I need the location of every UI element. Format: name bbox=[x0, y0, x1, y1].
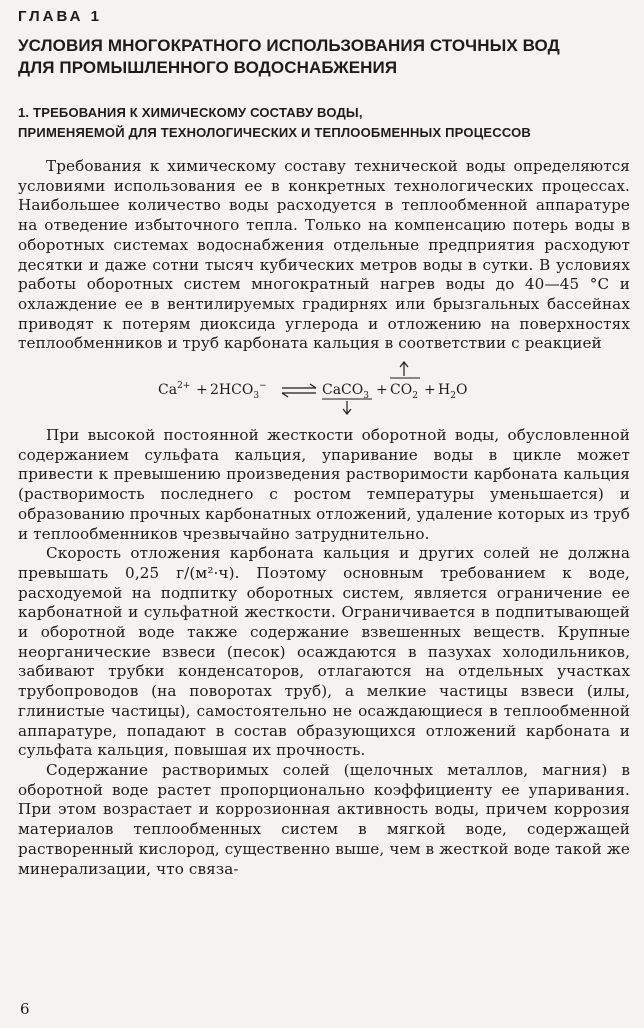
page bbox=[18, 8, 630, 879]
chapter-title-line-2: ДЛЯ ПРОМЫШЛЕННОГО ВОДОСНАБЖЕНИЯ bbox=[18, 58, 398, 77]
chapter-title bbox=[18, 35, 630, 79]
chapter-heading: ГЛАВА 1 bbox=[18, 8, 102, 25]
paragraph-4: Содержание растворимых солей (щелочных металлов, магния) в оборотной воде растет пропорционально коэффициенту ее упаривания. При этом возрастает и коррозионная активность воды, причем коррозия материалов теплообменных систем в мягкой воде, содержащей растворенный кислород, существенно выше, чем в жесткой воде такой же минерализации, что связа- bbox=[18, 760, 630, 878]
paragraph-2: При высокой постоянной жесткости оборотной воды, обусловленной содержанием сульфата кальция, упаривание воды в цикле может привести к превышению произведения растворимости карбоната кальция (растворимость последнего с ростом температуры уменьшается) и образованию прочных карбонатных отложений, удаление которых из труб и теплообменников чрезвычайно затруднительно. bbox=[18, 426, 630, 543]
paragraph-1: Требования к химическому составу технической воды определяются условиями использования ее в конкретных технологических процессах. Наибольшее количество воды расходуется в теплообменной аппаратуре на отведение избыточного тепла. Только на компенсацию потерь воды в оборотных системах водоснабжения отдельные предприятия расходуют десятки и даже сотни тысяч кубических метров воды в сутки. В условиях работы оборотных систем многократный нагрев воды до 40—45 °С и охлаждение ее в вентилируемых градирнях или брызгальных бассейнах приводят к потерям диоксида углерода и отложению на поверхностях теплообменников и труб карбоната кальция в соответствии с реакцией bbox=[18, 157, 630, 353]
page-number: 6 bbox=[20, 1000, 30, 1018]
paragraph-3: Скорость отложения карбоната кальция и других солей не должна превышать 0,25 г/(м²·ч). Поэтому основным требованием к воде, расходуемой на подпитку оборотных систем, является ограничение ее карбонатной и сульфатной жесткости. Ограничивается в подпитывающей и оборотной воде также содержание взвешенных веществ. Крупные неорганические взвеси (песок) осаждаются в пазухах холодильников, забивают трубки конденсаторов, отлагаются на отдельных участках трубопроводов (на поворотах труб), а мелкие частицы взвеси (илы, глинистые частицы), самостоятельно не осаждающиеся в теплообменной аппаратуре, попадают в состав образующихся отложений карбоната и сульфата кальция, повышая их прочность. bbox=[18, 544, 630, 760]
gas-release-arrow-icon bbox=[400, 362, 408, 376]
formula-plus-1: + bbox=[196, 382, 208, 399]
section-heading-line-2: ПРИМЕНЯЕМОЙ ДЛЯ ТЕХНОЛОГИЧЕСКИХ И ТЕПЛООБМЕННЫХ ПРОЦЕССОВ bbox=[18, 125, 532, 140]
reaction-formula bbox=[18, 358, 630, 420]
formula-co2: $CO_2$ bbox=[390, 382, 418, 402]
formula-ca: $Ca^{2+}$ bbox=[158, 381, 191, 399]
precipitate-arrow-icon bbox=[343, 401, 351, 414]
section-heading-line-1: 1. ТРЕБОВАНИЯ К ХИМИЧЕСКОМУ СОСТАВУ ВОДЫ, bbox=[18, 105, 363, 120]
formula-plus-2: + bbox=[376, 382, 388, 399]
formula-hco3: $2HCO_3^-$ bbox=[210, 381, 267, 402]
formula-caco3: CaCO$_3$ bbox=[322, 382, 369, 402]
section-heading bbox=[18, 103, 630, 143]
reaction-formula-svg bbox=[18, 358, 630, 420]
formula-plus-3: + bbox=[424, 382, 436, 399]
chapter-title-line-1: УСЛОВИЯ МНОГОКРАТНОГО ИСПОЛЬЗОВАНИЯ СТОЧНЫХ ВОД bbox=[18, 36, 560, 55]
equilibrium-arrow-icon bbox=[282, 384, 316, 397]
formula-h2o: $H_2O$ bbox=[438, 382, 468, 402]
